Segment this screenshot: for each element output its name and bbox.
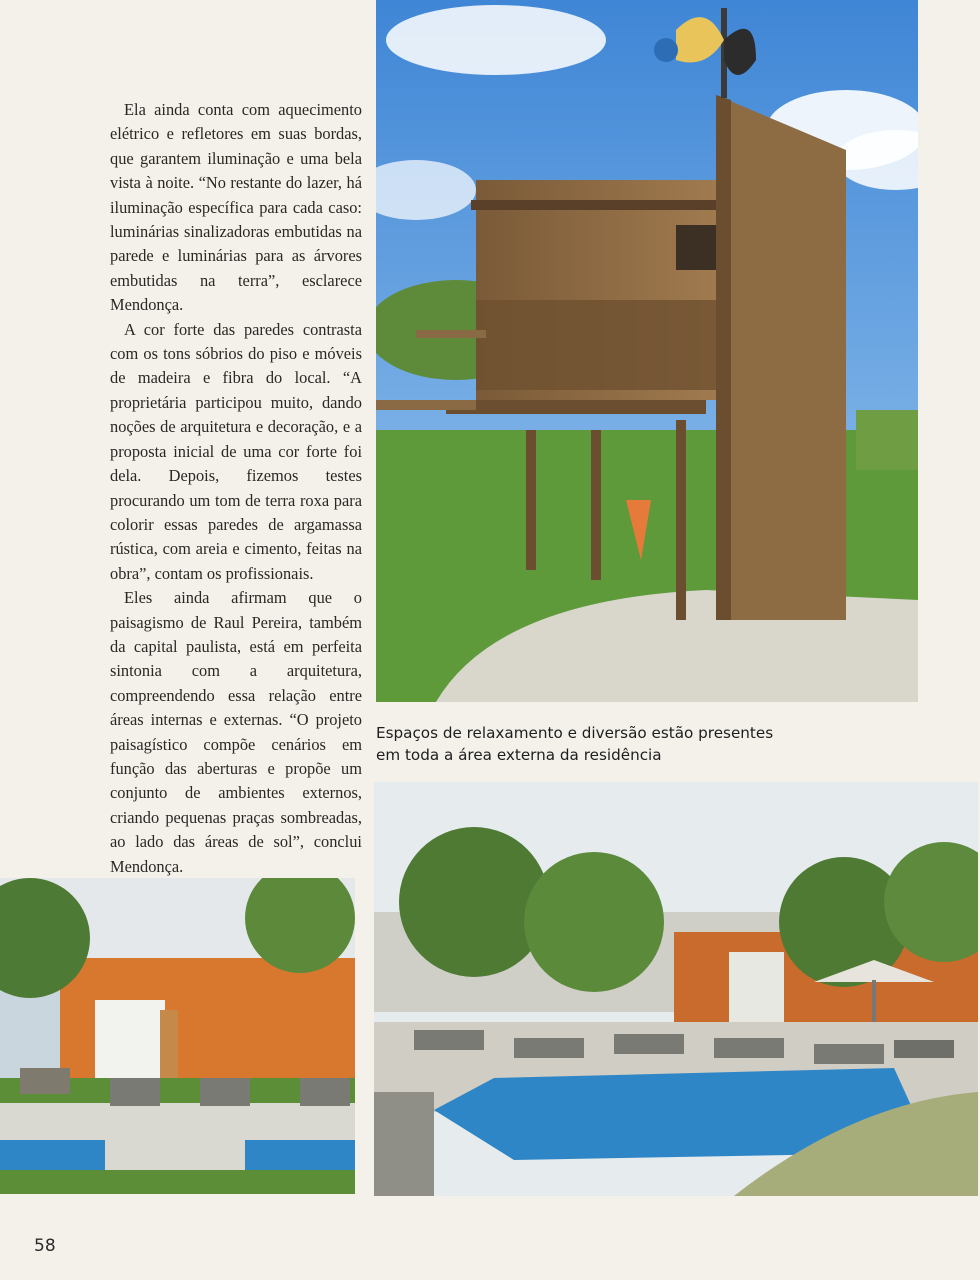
treehouse-photo [376, 0, 918, 702]
article-paragraph-3: Eles ainda afirmam que o paisagismo de Raul Pereira, também da capital paulista, está em perfeita sintonia com a arquitetura, compreendendo essa relação entre áreas internas e externas. “O projeto paisagístico compõe cenários em função das aberturas e propõe um conjunto de ambientes externos, criando pequenas praças sombreadas, ao lado das áreas de sol”, conclui Mendonça. [110, 588, 362, 876]
page-number: 58 [34, 1236, 56, 1256]
caption-line-1: Espaços de relaxamento e diversão estão presentes [376, 724, 774, 742]
article-body [110, 98, 362, 879]
courtyard-photo [0, 878, 355, 1194]
article-paragraph-2: A cor forte das paredes contrasta com os tons sóbrios do piso e móveis de madeira e fibra do local. “A proprietária participou muito, dando noções de arquitetura e decoração, e a proposta inicial de uma cor forte foi dela. Depois, fizemos testes procurando um tom de terra roxa para colorir essas paredes de argamassa rústica, com areia e cimento, feitas na obra”, contam os profissionais. [110, 319, 362, 583]
article-paragraph-1: Ela ainda conta com aquecimento elétrico e refletores em suas bordas, que garantem iluminação e uma bela vista à noite. “No restante do lazer, há iluminação específica para cada caso: luminárias sinalizadoras embutidas na parede e luminárias para as árvores embutidas na terra”, esclarece Mendonça. [110, 100, 362, 315]
photo-caption [376, 722, 916, 766]
pool-photo [374, 782, 978, 1196]
caption-line-2: em toda a área externa da residência [376, 746, 662, 764]
